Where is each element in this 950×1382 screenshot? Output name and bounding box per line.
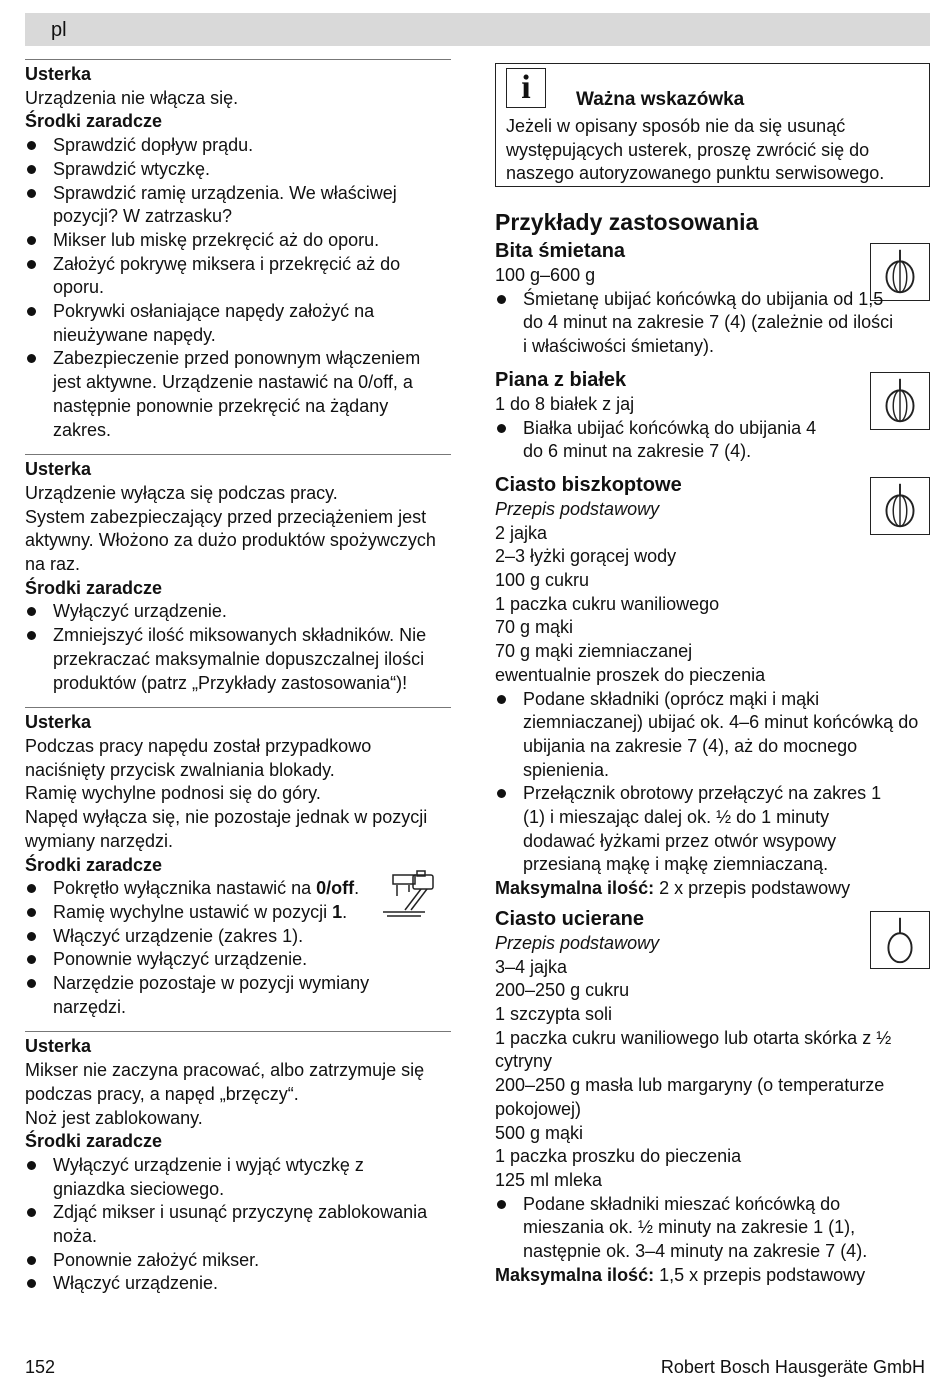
- company-name: Robert Bosch Hausgeräte GmbH: [660, 1357, 925, 1377]
- ingredient-line: 1 paczka cukru waniliowego: [495, 593, 720, 614]
- remedy-item: Włączyć urządzenie.: [25, 1272, 451, 1296]
- remedy-item: Sprawdzić dopływ prądu.: [25, 134, 451, 158]
- steps-list: [495, 417, 930, 464]
- whisk-icon: [870, 372, 930, 430]
- step-item: Białka ubijać końcówką do ubijania 4 do 6 minut na zakresie 7 (4).: [495, 417, 840, 464]
- kneading-hook-icon: [870, 911, 930, 969]
- remedy-item: Zdjąć mikser i usunąć przyczynę zablokowania noża.: [25, 1201, 451, 1248]
- remedy-item: Sprawdzić ramię urządzenia. We właściwej pozycji? W zatrzasku?: [25, 182, 400, 229]
- ingredient-line: 200–250 g cukru: [495, 980, 630, 1001]
- fault-section-4: [25, 1031, 451, 1308]
- remedy-item: Sprawdzić wtyczkę.: [25, 158, 451, 182]
- recipe-title: Bita śmietana: [495, 240, 626, 262]
- remedies-heading: Środki zaradcze: [25, 1131, 163, 1152]
- fault-heading: Usterka: [25, 712, 92, 733]
- ingredient-line: 100 g–600 g: [495, 265, 596, 285]
- whisk-icon: [870, 477, 930, 535]
- ingredient-line: ewentualnie proszek do pieczenia: [495, 664, 766, 685]
- remedies-heading: Środki zaradcze: [25, 111, 163, 132]
- recipe-egg-whites: [495, 368, 930, 464]
- note-title: Ważna wskazówka: [576, 89, 745, 110]
- remedy-item: Ponownie założyć mikser.: [25, 1249, 451, 1273]
- fault-description: Urządzenia nie włącza się.: [25, 87, 239, 108]
- remedy-item: Wyłączyć urządzenie i wyjąć wtyczkę z gniazdka sieciowego.: [25, 1154, 405, 1201]
- remedy-text: Pokrętło wyłącznika nastawić na: [53, 878, 317, 899]
- step-item: Podane składniki (oprócz mąki i mąki ziemniaczanej) ubijać ok. 4–6 minut końcówką do ubijania na zakresie 7 (4), aż do mocnego spienienia.: [495, 688, 930, 783]
- ingredient-line: 500 g mąki: [495, 1122, 584, 1143]
- remedy-text: Ramię wychylne ustawić w pozycji: [53, 901, 333, 922]
- remedy-item: Wyłączyć urządzenie.: [25, 600, 451, 624]
- mixer-arm-position-icon: [381, 870, 437, 918]
- remedies-heading: Środki zaradcze: [25, 577, 163, 598]
- ingredient-line: 125 ml mleka: [495, 1169, 603, 1190]
- remedies-list: [25, 134, 451, 442]
- recipe-subtitle: Przepis podstawowy: [495, 932, 660, 953]
- important-note-box: [495, 63, 930, 187]
- remedies-heading: Środki zaradcze: [25, 854, 163, 875]
- fault-heading: Usterka: [25, 459, 92, 480]
- ingredient-line: 1 do 8 białek z jaj: [495, 393, 635, 414]
- ingredient-line: 1 paczka cukru waniliowego lub otarta skórka z ½ cytryny: [495, 1027, 892, 1072]
- remedy-item: Włączyć urządzenie (zakres 1).: [25, 925, 451, 949]
- troubleshooting-column: [25, 59, 451, 1308]
- max-amount-label: Maksymalna ilość:: [495, 878, 655, 899]
- examples-column: [495, 63, 930, 1287]
- steps-list: [495, 288, 930, 359]
- remedy-item: Narzędzie pozostaje w pozycji wymiany narzędzi.: [25, 972, 405, 1019]
- language-code: pl: [51, 19, 67, 41]
- remedy-item: Zabezpieczenie przed ponownym włączeniem jest aktywne. Urządzenie nastawić na 0/off, a następnie ponownie przekręcić na żądany zakres.: [25, 347, 451, 442]
- steps-list: [495, 688, 930, 878]
- examples-heading: Przykłady zastosowania: [495, 209, 759, 235]
- steps-list: [495, 1193, 930, 1264]
- remedy-item: Ponownie wyłączyć urządzenie.: [25, 948, 451, 972]
- ingredient-line: 70 g mąki: [495, 617, 574, 638]
- step-item: Podane składniki mieszać końcówką do mieszania ok. ½ minuty na zakresie 1 (1), następnie ok. 3–4 minuty na zakresie 7 (4).: [495, 1193, 905, 1264]
- recipe-subtitle: Przepis podstawowy: [495, 498, 660, 519]
- max-amount: [495, 877, 930, 901]
- fault-description: System zabezpieczający przed przeciążeniem jest aktywny. Włożono za dużo produktów spożywczych na raz.: [25, 506, 436, 575]
- info-icon: i: [506, 68, 546, 108]
- ingredient-line: 2 jajka: [495, 522, 548, 543]
- max-amount: [495, 1264, 930, 1288]
- ingredient-line: 70 g mąki ziemniaczanej: [495, 641, 693, 662]
- max-amount-value: 2 x przepis podstawowy: [654, 878, 851, 899]
- step-item: Śmietanę ubijać końcówką do ubijania od 1,5 do 4 minut na zakresie 7 (4) (zależnie od ilości i właściwości śmietany).: [495, 288, 895, 359]
- switch-position-label: 0/off: [316, 878, 355, 899]
- remedy-text: .: [354, 878, 360, 899]
- fault-description: Napęd wyłącza się, nie pozostaje jednak w pozycji wymiany narzędzi.: [25, 807, 428, 851]
- ingredient-line: 200–250 g masła lub margaryny (o temperaturze pokojowej): [495, 1075, 885, 1119]
- step-item: Przełącznik obrotowy przełączyć na zakres 1 (1) i mieszając dalej ok. ½ do 1 minuty dodawać łyżkami przez otwór wsypowy przesianą mąkę i mąkę ziemniaczaną.: [495, 782, 885, 877]
- max-amount-value: 1,5 x przepis podstawowy: [654, 1264, 866, 1285]
- recipe-title: Ciasto biszkoptowe: [495, 473, 682, 496]
- ingredient-line: 2–3 łyżki gorącej wody: [495, 546, 677, 567]
- remedy-item: Pokrywki osłaniające napędy założyć na nieużywane napędy.: [25, 300, 405, 347]
- fault-description: Urządzenie wyłącza się podczas pracy.: [25, 482, 338, 503]
- recipe-title: Piana z białek: [495, 368, 627, 391]
- fault-section-2: [25, 454, 451, 707]
- ingredient-line: 3–4 jajka: [495, 956, 568, 977]
- remedies-list: [25, 1154, 451, 1296]
- remedy-item: Mikser lub miskę przekręcić aż do oporu.: [25, 229, 451, 253]
- page-number: 152: [25, 1357, 56, 1377]
- fault-section-1: [25, 59, 451, 454]
- fault-heading: Usterka: [25, 64, 92, 84]
- recipe-whipped-cream: [495, 239, 930, 359]
- remedies-list: [25, 600, 451, 695]
- ingredient-line: 1 paczka proszku do pieczenia: [495, 1146, 742, 1167]
- fault-description: Noż jest zablokowany.: [25, 1107, 203, 1128]
- fault-description: Ramię wychylne podnosi się do góry.: [25, 783, 321, 804]
- remedy-text: .: [342, 901, 348, 922]
- arm-position-label: 1: [332, 901, 343, 922]
- remedy-item: Zmniejszyć ilość miksowanych składników. Nie przekraczać maksymalnie dopuszczalnej ilości produktów (patrz „Przykłady zastosowania“)!: [25, 624, 445, 695]
- remedy-item: Założyć pokrywę miksera i przekręcić aż do oporu.: [25, 253, 425, 300]
- recipe-pound-cake: [495, 907, 930, 1288]
- language-bar: [25, 13, 930, 46]
- fault-heading: Usterka: [25, 1036, 92, 1057]
- recipe-title: Ciasto ucierane: [495, 907, 644, 930]
- fault-description: Podczas pracy napędu został przypadkowo naciśnięty przycisk zwalniania blokady.: [25, 735, 372, 780]
- recipe-sponge-cake: [495, 473, 930, 901]
- note-body: Jeżeli w opisany sposób nie da się usunąć występujących usterek, proszę zwrócić się do naszego autoryzowanego punktu serwisowego.: [506, 116, 885, 184]
- fault-description: Mikser nie zaczyna pracować, albo zatrzymuje się podczas pracy, a napęd „brzęczy“.: [25, 1060, 425, 1104]
- max-amount-label: Maksymalna ilość:: [495, 1264, 655, 1285]
- ingredient-line: 100 g cukru: [495, 570, 590, 591]
- ingredient-line: 1 szczypta soli: [495, 1003, 613, 1024]
